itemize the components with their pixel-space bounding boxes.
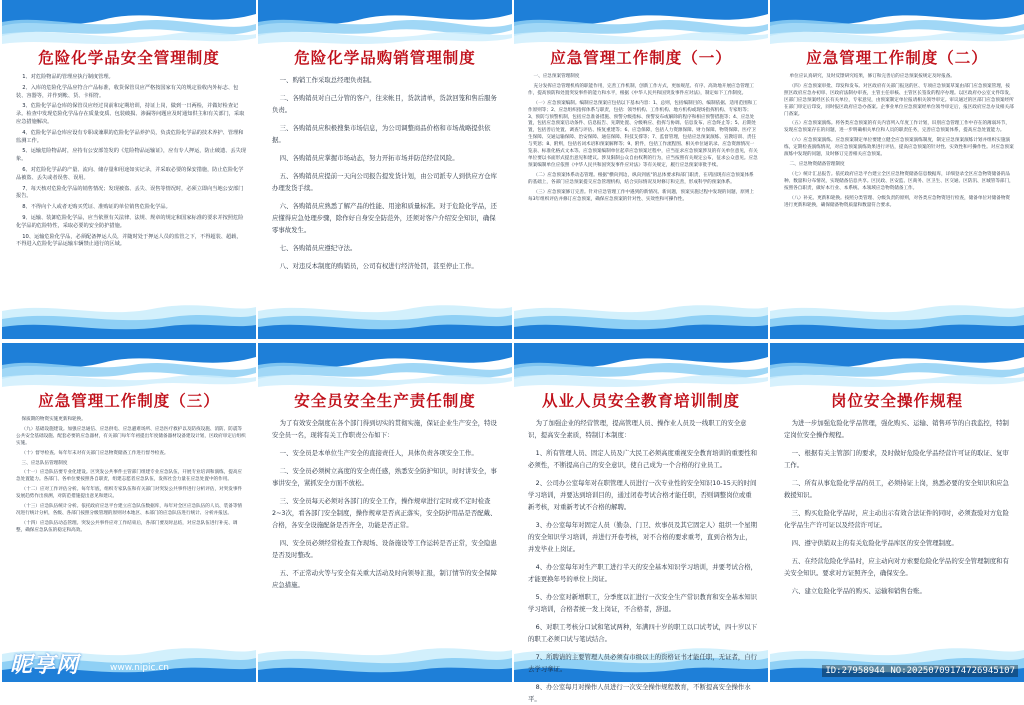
- panel-paragraph: 为了加强企业的经营管理，提高管理人员、操作业人员及一线职工的安全意识，提高安全素质，特制订本制度：: [528, 419, 747, 439]
- panel-paragraph: （十一）应急队伍要专业化建设。区突发公共事件主管部门组建专业应急队伍，开展专业培训和演练，提高应急处置能力。各部门、各单位要按照各自职责，组建志愿者应急队伍，发挥社会力量在应急处置中的作用。: [16, 470, 243, 483]
- panel-paragraph: 三、各购销员应积极搜集市场信息，为公司调整商品价格和市场战略提供依据。: [272, 124, 491, 144]
- wave-header-decoration: [514, 343, 768, 391]
- panel-title: 危险化学品购销管理制度: [294, 48, 476, 67]
- watermark-logo: 昵享网: [10, 653, 80, 678]
- panel-paragraph: 五、不正常动火等与安全有关重大活动及时向领导汇报，制订情节的安全保障应急措施。: [272, 569, 497, 589]
- panel-body: [784, 74, 1014, 299]
- poster-panel: [258, 0, 512, 339]
- panel-paragraph: 2、公司办公室每年对在职管理人员进行一次专业性的安全知识10-15天的时间学习培训，并要达到培训目的，通过闭卷考试合格才能任职，否则调整岗位或重新考核，对重新考试不合格的解聘。: [528, 479, 757, 511]
- panel-paragraph: 5、办公室对新增职工，分季度以汇进行一次安全生产常识教育和安全基本知识学习培训，合格者统一发上岗证，不合格者，辞退。: [528, 593, 758, 613]
- panel-title: 从业人员安全教育培训制度: [541, 391, 740, 410]
- panel-paragraph: 一、购销工作采取总经理负责制。: [279, 76, 376, 84]
- panel-paragraph: 一、根据有关主管部门的要求，及时做好危险化学品经营许可证的取证、复审工作。: [784, 449, 1009, 469]
- panel-paragraph: （四）应急预案审批、印发和发布。对区政府有关部门报送的区、专项应急预案草案由部门应急预案管理，按照区政府应急办初审、区政府法制办审查，主管主任审核、主管区长签发的程序办理。以区政府办公室文件印发，区部门应急预案经区长有关单位，专家意见，由预案制定单位报请相关领导审定。审议通过的区部门应急预案经所在部门审定后印发，同时报区政府应急办备案。企事业单位应急预案经单位领导审定后，报区政府应急办及相关部门备案。: [784, 83, 1014, 117]
- poster-panel: [2, 0, 256, 339]
- poster-panel: [514, 343, 768, 703]
- poster-panel: [514, 0, 768, 339]
- panel-paragraph: （六）应急预案演练。应急预案制定单位要建立健全应急预案演练制度，制定应急预案演练计划并组织实施演练，定期检查演练情况，对应急预案演练效果进行评估，提高应急预案的针对性、实效性和可操作性。对应急预案演练中发现的问题，及时修订完善相关应急预案。: [784, 138, 1014, 158]
- panel-body: [528, 74, 758, 299]
- panel-paragraph: 9、运输、装卸危险化学品，应当依照有关法律、法规、规章的规定和国家标准的要求并按照危险化学品的危险特性，采取必要的安全防护措施。: [16, 214, 244, 229]
- wave-footer-decoration: [514, 299, 768, 339]
- panel-title: 安全员安全生产责任制度: [294, 391, 476, 410]
- panel-title: 危险化学品安全管理制度: [38, 48, 220, 67]
- panel-paragraph: 1、所有管理人员、固定人员及广大民工必须高度重视安全教育培训的重要性和必须性，不断提高自己的安全意识，使自己成为一个合格的行业员工。: [528, 449, 758, 469]
- panel-paragraph: 3、危险化学品仓库的保管员应经过岗前和定期培训，持证上岗，做到一日两检，并做好检查记录。检查中发现危险化学品存在质量变质、包装破损、渗漏等问题应及时通知供主和有关部门，采取应急措施解决。: [16, 103, 245, 125]
- panel-paragraph: 三、应急队伍管理制度: [21, 460, 68, 466]
- panel-body: [16, 417, 246, 642]
- panel-body: [16, 74, 246, 299]
- panel-paragraph: 为了有效安全制度在各个部门得到切实的贯彻实施，保证企业生产安全，特设安全员一名，现将有关工作职责公布如下：: [272, 419, 497, 439]
- panel-title: 岗位安全操作规程: [830, 391, 963, 410]
- panel-paragraph: 二、安全员必须树立高度的安全责任感，熟悉安全防护知识，时时讲安全，事事讲安全，紧抓安全方面不放松。: [272, 467, 497, 487]
- panel-paragraph: 保质期的物资实施更新和轮换。: [21, 417, 86, 422]
- poster-panel: [258, 343, 512, 682]
- wave-header-decoration: [2, 0, 256, 48]
- panel-paragraph: 单位应认真研究，及时反馈研究结果，修订和完善后的应急预案按规定及时报备。: [789, 74, 955, 79]
- wave-footer-decoration: [258, 642, 512, 682]
- panel-paragraph: （一）应急预案编制。编制应急预案应包括以下基本内容：1、总则，包括编制目的、编制依据、适用范围和工作原则等；2、应急组织指挥体系与职责，包括：领导机构、工作机构、地方机构或现场指挥机构、专家组等；3、预防与预警机制，包括应急准备措施、预警分级指标、预警发布或解除的程序和相应预警措施等；4、应急处置，包括应急预案启动条件、信息报告、先期处置、分级响应、指挥与协调、信息发布、应急终止等；5、后期处置，包括善后处置、调查与评估、恢复重建等；6、应急保障，包括人力资源保障、财力保障、物资保障、医疗卫生保障、交通运输保障、治安保障、通信保障、科技支撑等；7、监督管理，包括应急预案演练、宣教培训、责任与奖惩；8、附则，包括名词术语和预案解释等；9、附件，包括工作流程图、相关单位通讯录、应急资源情况一览表、标准化格式文本等。应急预案编制单位起草应急预案过程中，应当征求应急预案涉及的有关单位意见，有关单位要以书面形式提出意见和建议。涉及限制公众自由权利的行为，应当按照有关规定公布，征求公众意见。应急预案编制单位应依照《中华人民共和国突发事件应对法》等有关规定，履行应急预案审批手续。: [528, 100, 758, 168]
- panel-paragraph: 8、办公室每月对操作人员进行一次安全操作规程教育，不断提高安全操作水平。: [528, 683, 751, 703]
- panel-paragraph: （十三）应急队伍统计分析。依托政府应急平台建立应急队伍数据库，每年对全区应急队伍的人员、装备等情况进行统计分析，各级、各部门按照分级管理的原则对本地区、本部门的应急队伍进行统计、分析并报送。: [16, 504, 243, 516]
- panel-paragraph: 二、所有从事危险化学品的员工，必须持证上岗，熟悉必要的安全知识和应急救援知识。: [784, 479, 1009, 499]
- panel-paragraph: 二、各购销员对自己分管的客户，往来帐目，货款清单，货款回笼和售后服务负责。: [272, 94, 497, 114]
- panel-paragraph: 5、运输危险物品时，应持有公安部签发的《危险物品运输证》，应有专人押运，防止破遗、丢失现象。: [16, 148, 246, 163]
- poster-panel: [2, 343, 256, 682]
- poster-panel: [770, 0, 1024, 339]
- panel-body: [784, 417, 1014, 642]
- panel-paragraph: 充分发挥应急管理机构的职能作用，完善工作机制，创新工作方式，更加规范、有序、高效地开展应急管理工作，提高预防和处置突发事件的能力和水平，根据《中华人民共和国突发事件应对法》，制定如下工作制度。: [528, 83, 755, 96]
- panel-paragraph: 为进一步加强危险化学品管理，强化购买、运输、销售环节的自我监控，特制定岗位安全操作规程。: [784, 419, 1009, 439]
- panel-paragraph: （十四）应急队伍动态管理。突发公共事件应对工作结束后，各部门要及时总结，对应急队伍进行补充、调整，确保应急队伍的稳定和高效。: [16, 520, 238, 533]
- panel-paragraph: 八、对违反本制度的购销员，公司有权进行经济处罚，甚至停止工作。: [279, 262, 478, 270]
- panel-paragraph: 二、应急物资储备管理制度: [789, 161, 845, 167]
- panel-paragraph: 1、对危险物品的管理应执行制度管理。: [22, 74, 114, 80]
- panel-paragraph: （八）补充、更新和轮换。按照分类管理、分级负责的原则，对各类应急物资进行检查，储备单位对储备物资进行更新和轮换，确保储备物资质量和数量符合要求。: [784, 195, 1011, 208]
- panel-paragraph: 4、办公室每年对生产职工进行半天的安全基本知识学习培训，并要考试合格，才能更换年号的单位上岗证。: [528, 563, 758, 583]
- watermark-url: www.nipic.cn: [110, 663, 169, 673]
- panel-paragraph: 五、各购销员应提前一天向公司报告提发货计划，由公司派专人到供应方仓库办理发货手续。: [272, 172, 497, 192]
- panel-paragraph: 三、购买危险化学品时，应主动出示有效合法证件的同时，必须查验对方危险化学品生产许可证以及经营许可证。: [784, 509, 1009, 529]
- panel-paragraph: 三、安全员每天必须对各部门的安全工作，操作规章进行定时或不定时检查2~3次，看各部门安全制度，操作规章是否真正落实，安全防护用品是否配戴、合格，各安全设施配备是否齐全，功能是否正常。: [272, 497, 497, 529]
- panel-paragraph: 8、不得向个人或者无购买凭证、准购证的单位销售危险化学品。: [22, 204, 171, 211]
- panel-paragraph: （十二）应对工作评估分析。每年年底，组织专家队伍和有关部门对突发公共事件进行分析评估，对突发事件发展趋势作出预测，对防范措施提出意见和建议。: [16, 487, 243, 500]
- panel-paragraph: 2、入库的危险化学品应符合产品标准，收货保管员应严格按国家有关的规定验收内外标志、包装、容器等，并作到帐、货、卡相符。: [16, 84, 239, 99]
- wave-header-decoration: [770, 0, 1024, 48]
- panel-paragraph: 10、运输危险化学品，必须配备押运人员，并随时处于押运人员的监管之下，不得超装、超载，不得进入危险化学品运输车辆禁止通行的区域。: [16, 233, 242, 248]
- panel-paragraph: 四、遵守供销双主的有关危险化学品库区的安全管理制度。: [791, 539, 958, 547]
- panel-paragraph: 6、对危险化学品的产量、流向、储存量和用途如实记录，并采取必要的保安措施，防止危险化学品被盗、丢失或者误售、误用。: [16, 166, 244, 181]
- panel-paragraph: 6、对职工考核分口试和笔试两种，年满四十岁的职工以口试考试，四十岁以下的职工必须口试与笔试结合。: [528, 623, 758, 643]
- wave-header-decoration: [514, 0, 768, 48]
- panel-paragraph: 7、每天核对危险化学品的销售情况；发现被盗、丢失、误售等情况时，必须立即向当地公安部门报告。: [16, 185, 244, 200]
- panel-paragraph: （七）统计汇总报告。依托政府应急平台建立全区应急物资储备信息数据库，详细登录全区应急物资储备的品种、数量和分布情况，实现储备信息共享。区民政、区安监、区商务、区卫生、区交通、区防汛、区城管等部门，按照各自职责，做好本行业、本系统、本领域应急物资储备工作。: [784, 171, 1014, 191]
- panel-paragraph: 4、危险化学品仓库应设有专职或兼职的危险化学品养护员，负责危险化学品的技术养护、管理和监测工作。: [16, 129, 244, 144]
- panel-paragraph: （三）应急预案修订完善。针对应急管理工作中遇到的新情况、新问题，预案实施过程中发现的问题，原则上每3年组织评估并修订应急预案，确保应急预案的针对性、实效性和可操作性。: [528, 189, 755, 202]
- image-id-label: ID:27958944 NO:20250709174726945107: [822, 665, 1018, 677]
- panel-paragraph: 六、建立危险化学品的购买、运输和销售台账。: [791, 587, 926, 595]
- wave-footer-decoration: [2, 299, 256, 339]
- panel-body: [528, 417, 758, 703]
- wave-footer-decoration: [770, 299, 1024, 339]
- panel-paragraph: 3、办公室每年对固定人员（勤杂、门卫、炊事员及其它固定人）组织一个星期的安全知识学习培训，并进行开卷考核，对不合格的要求重考，直到合格为止，并发毕业上岗证。: [528, 521, 758, 553]
- panel-paragraph: 7、所聘请的主要管理人员必须有市级以上的资格证书才能任职，无证者，自行去学习拿证。: [528, 653, 758, 673]
- panel-paragraph: 七、各购销员应遵纪守法。: [279, 244, 357, 252]
- panel-paragraph: 一、应急预案管理制度: [533, 74, 580, 79]
- poster-panel: [770, 343, 1024, 682]
- panel-paragraph: 一、安全员是本单位生产安全的直接责任人，具体负责各项安全工作。: [279, 449, 478, 457]
- panel-title: 应急管理工作制度（一）: [550, 48, 732, 67]
- panel-paragraph: （十）督导检查。每年年末对有关部门应急物资储备工作进行督导检查。: [21, 450, 169, 456]
- wave-header-decoration: [258, 343, 512, 391]
- panel-paragraph: （五）应急预案演练。将各类应急预案的有关内容列入年度工作计划，识别应急管理工作中存在的薄弱环节，发现应急预案存在的问题，进一步明确相关单位和人员的职责任务，完善应急预案体系，提高应急处置能力。: [784, 121, 1011, 134]
- panel-paragraph: 六、各购销员应熟悉了解产品的性能、用途和质量标准。对于危险化学品，还应懂得应急处理步骤，除作好自身安全防范外，还须对客户介绍安全知识，确保零事故发生。: [272, 202, 497, 234]
- wave-footer-decoration: [258, 299, 512, 339]
- panel-paragraph: 四、各购销员应掌握市场动态，努力开拓市场并防范经营风险。: [279, 154, 459, 162]
- wave-header-decoration: [770, 343, 1024, 391]
- panel-body: [272, 74, 502, 299]
- panel-paragraph: 五、在经营危险化学品时，应主动向对方索要危险化学品的安全管理制度和有关安全知识。要求对方证照齐全，确保安全。: [784, 557, 1009, 577]
- wave-header-decoration: [258, 0, 512, 48]
- panel-title: 应急管理工作制度（三）: [38, 391, 220, 410]
- panel-paragraph: （二）应急预案体系动态管理。根据"横向到边，纵向到底"的总体要求和部门职责，在巩固现有应急预案体系的基础上，各部门应急预案提交应急管理机构，结合实际情况及时修订和完善，形成科学的预案体系。: [528, 172, 754, 185]
- panel-paragraph: （九）基础设施建设。加强应急通信、应急供电、应急避难场所、应急医疗救护以及防疫设施、消防、防震等公共安全基础设施、配套必要的应急器材，有关部门每年年初提出年度储备器材设备建设计划，区政府审定后组织实施。: [16, 426, 246, 446]
- panel-title: 应急管理工作制度（二）: [806, 48, 988, 67]
- panel-paragraph: 四、安全员必须经常检查工作现场、设备施设等工作运转是否正常，安全隐患是否及时整改。: [272, 539, 497, 559]
- wave-header-decoration: [2, 343, 256, 391]
- panel-body: [272, 417, 502, 642]
